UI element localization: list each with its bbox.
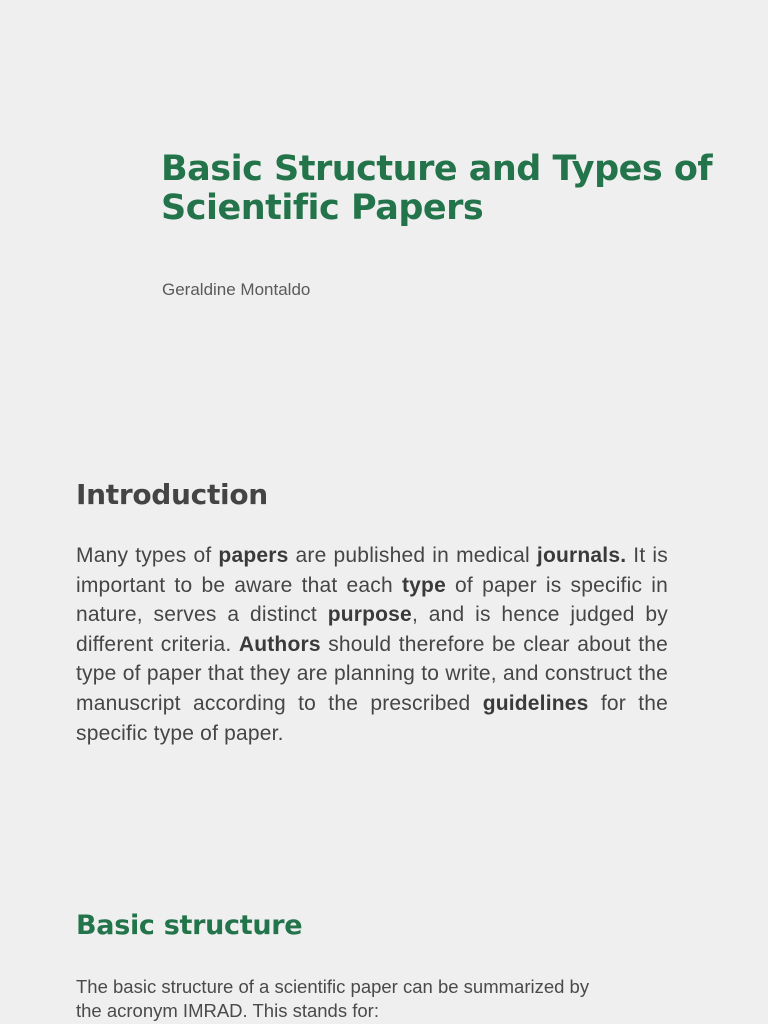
author-name: Geraldine Montaldo (162, 280, 311, 299)
basic-structure-line-2: the acronym IMRAD. This stands for: (76, 1000, 379, 1021)
intro-keyword-papers: papers (218, 544, 289, 567)
intro-keyword-journals: journals. (536, 544, 627, 567)
intro-text-segment: Many types of (76, 544, 219, 567)
intro-keyword-authors: Authors (238, 632, 321, 656)
intro-keyword-guidelines: guidelines (482, 691, 589, 715)
intro-text-segment: are published in medical (288, 544, 537, 567)
intro-text-segment: should therefore be clear about the type of paper that they are planning to write, and construct the manuscript according to the prescribed (76, 632, 668, 715)
introduction-heading: Introduction (76, 478, 268, 511)
basic-structure-heading: Basic structure (76, 910, 303, 941)
intro-text-segment: It is important to be aware that each (76, 544, 668, 597)
basic-structure-line-1: The basic structure of a scientific paper can be summarized by (76, 976, 590, 997)
intro-text-segment: for the specific type of paper. (76, 691, 668, 745)
intro-keyword-purpose: purpose (327, 603, 412, 627)
introduction-paragraph (76, 541, 668, 748)
basic-structure-paragraph (76, 975, 676, 1023)
intro-keyword-type: type (401, 573, 446, 597)
intro-text-segment: , and is hence judged by different criteria. (76, 603, 668, 656)
intro-text-segment: of paper is specific in nature, serves a distinct (76, 573, 669, 627)
document-title: Basic Structure and Types of Scientific Papers (161, 149, 713, 228)
